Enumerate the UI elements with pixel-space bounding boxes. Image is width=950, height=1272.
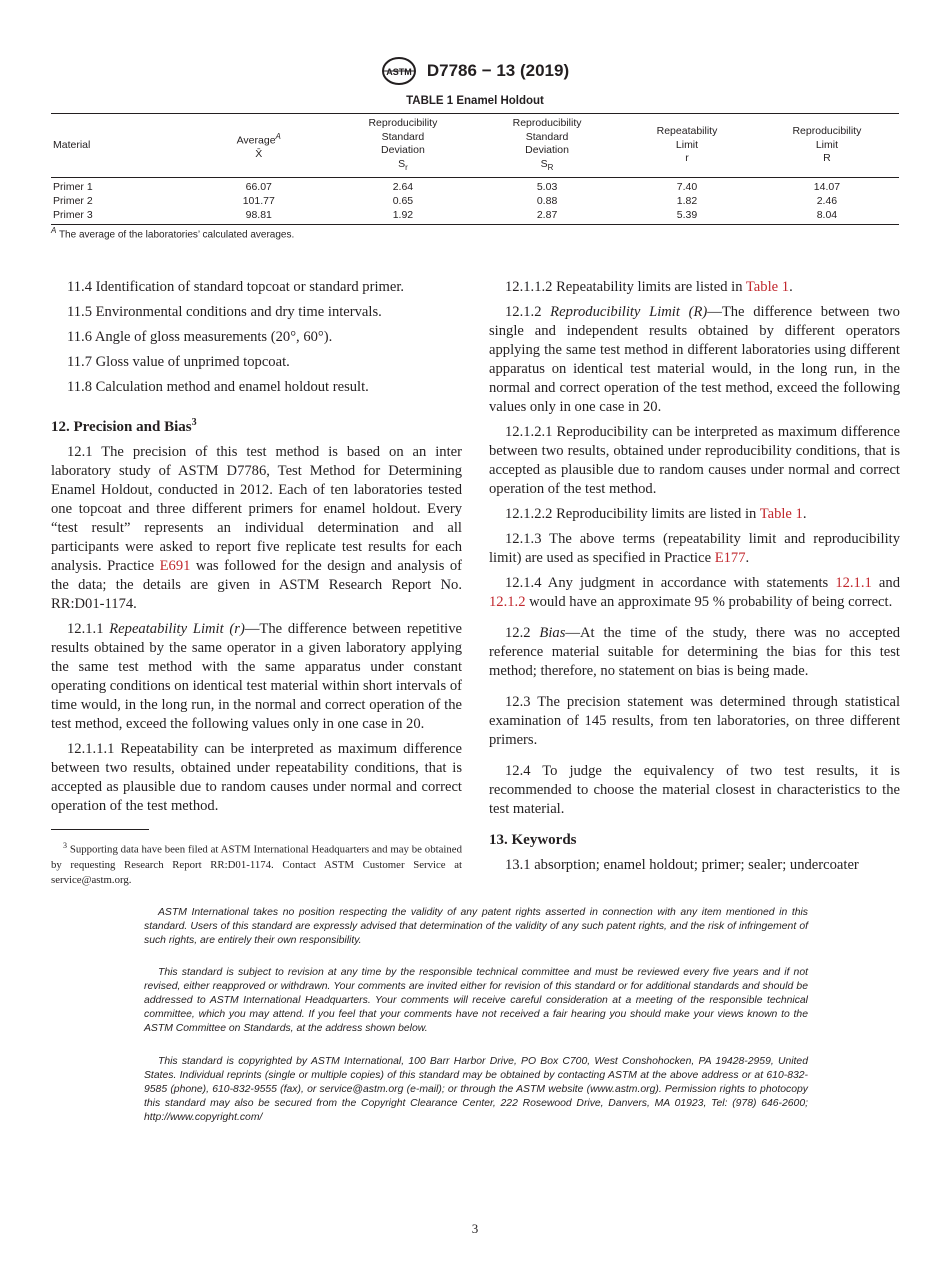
para-11-6: 11.6 Angle of gloss measurements (20°, 60°).	[67, 329, 333, 345]
section-heading-keywords: 13. Keywords	[489, 832, 577, 848]
right-column	[489, 278, 900, 881]
para-12-3: 12.3 The precision statement was determined through statistical examination of 145 results, from ten laboratories, on three different primers.	[489, 694, 900, 748]
footnote-3: $^3$ Supporting data have been filed at ASTM International Headquarters and may be obtained by requesting Research Report RR:D01-1174. Contact ASTM Customer Service at service@astm.org.	[51, 841, 462, 886]
table-cell: 0.65	[392, 195, 414, 208]
table-cell: Primer 3	[53, 209, 93, 222]
para-12-1-2: 12.1.2 Reproducibility Limit (R)—The difference between two single and independent results obtained by different operators applying the same test method in different laboratories using different apparatus on identical test material would, in the long run, in the normal and correct operation of the test method, exceed the following values only in one case in 20.	[489, 304, 900, 415]
para-12-1-2-1: 12.1.2.1 Reproducibility can be interpreted as maximum difference between two results, obtained under reproducibility conditions, that is accepted as plausible due to random causes under normal and correct operation of the test method.	[489, 424, 900, 497]
link-12-1-1[interactable]: 12.1.1	[835, 575, 872, 591]
col-material: Material	[53, 138, 91, 151]
link-table-1[interactable]: Table 1	[745, 279, 790, 295]
table-row	[51, 194, 899, 208]
table-cell: 5.03	[536, 181, 558, 194]
patent-notice: ASTM International takes no position respecting the validity of any patent rights asserted in connection with any item mentioned in this standard. Users of this standard are expressly advised that determination of the validity of any such patent rights, and the risk of infringement of such rights, are entirely their own responsibility.	[144, 907, 808, 946]
col-repeat-limit: Repeatability Limit r	[656, 125, 718, 165]
table-title: TABLE 1 Enamel Holdout	[406, 95, 544, 107]
para-12-4: 12.4 To judge the equivalency of two test results, it is recommended to choose the material closest in characteristics to the test material.	[489, 763, 900, 817]
enamel-holdout-table	[51, 113, 899, 225]
table-cell: Primer 2	[53, 195, 93, 208]
table-cell: 2.46	[816, 195, 838, 208]
col-average: Average$^A$ X̄	[236, 131, 281, 160]
table-row	[51, 208, 899, 225]
link-table-1[interactable]: Table 1	[759, 506, 803, 522]
astm-logo-text: ASTM	[386, 67, 412, 77]
para-12-2: 12.2 Bias—At the time of the study, there was no accepted reference material suitable for determining the bias for this test method; therefore, no statement on bias is being made.	[489, 625, 901, 679]
link-e177[interactable]: E177	[714, 550, 746, 566]
left-column	[51, 278, 462, 822]
para-12-1-1: 12.1.1 Repeatability Limit (r)—The difference between repetitive results obtained by the same operator in a given laboratory applying the same test method with the same apparatus under constant operating conditions on identical test material within short intervals of time would, in the long run, in the normal and correct operation of the test method, exceed the following values only in one case in 20.	[51, 621, 462, 732]
astm-logo-icon	[381, 56, 417, 86]
footnote-rule	[51, 829, 149, 830]
table-cell: 1.92	[392, 209, 414, 222]
table-header-row	[51, 114, 899, 178]
para-11-8: 11.8 Calculation method and enamel holdout result.	[67, 379, 369, 395]
table-cell: 98.81	[245, 209, 272, 222]
table-cell: 7.40	[676, 181, 698, 194]
para-12-1-1-1: 12.1.1.1 Repeatability can be interpreted as maximum difference between two results, obtained under repeatability conditions, that is accepted as plausible due to random causes under normal and correct operation of the test method.	[51, 741, 462, 814]
para-12-1: 12.1 The precision of this test method is based on an inter laboratory study of ASTM D7786, Test Method for Determining Enamel Holdout, conducted in 2012. Each of ten laboratories tested one topcoat and three different primers for enamel holdout. Every “test result” represents an individual determination and all participants were asked to report five replicate test results for each analysis. Practice E691 was followed for the design and analysis of the data; the details are given in ASTM Research Report No. RR:D01-1174.	[51, 444, 463, 612]
table-cell: 2.87	[536, 209, 558, 222]
page-number: 3	[471, 1221, 479, 1236]
para-12-1-3: 12.1.3 The above terms (repeatability limit and reproducibility limit) are used as specified in Practice E177.	[489, 531, 900, 566]
para-12-1-1-2: 12.1.1.2 Repeatability limits are listed in Table 1.	[505, 279, 793, 295]
table-cell: 5.39	[676, 209, 698, 222]
para-12-1-4: 12.1.4 Any judgment in accordance with statements 12.1.1 and 12.1.2 would have an approximate 95 % probability of being correct.	[489, 575, 900, 610]
para-12-1-2-2: 12.1.2.2 Reproducibility limits are listed in Table 1.	[505, 506, 807, 522]
col-repro-sd: Reproducibility Standard Deviation $S_R$	[512, 117, 582, 172]
revision-notice: This standard is subject to revision at any time by the responsible technical committee and must be reviewed every five years and if not revised, either reapproved or withdrawn. Your comments are invited either for revision of this standard or for additional standards and should be addressed to ASTM International Headquarters. Your comments will receive careful consideration at a meeting of the responsible technical committee, which you may attend. If you feel that your comments have not received a fair hearing you should make your views known to the ASTM Committee on Standards, at the address shown below.	[144, 967, 808, 1034]
table-cell: 2.64	[392, 181, 414, 194]
link-e691[interactable]: E691	[159, 558, 191, 574]
table-cell: 1.82	[676, 195, 698, 208]
para-11-4: 11.4 Identification of standard topcoat or standard primer.	[67, 279, 405, 295]
col-repeat-sd: Reproducibility Standard Deviation $S_r$	[368, 117, 438, 172]
table-cell: 101.77	[242, 195, 275, 208]
para-11-5: 11.5 Environmental conditions and dry time intervals.	[67, 304, 382, 320]
para-11-7: 11.7 Gloss value of unprimed topcoat.	[67, 354, 290, 370]
table-cell: Primer 1	[53, 181, 93, 194]
table-cell: 8.04	[816, 209, 838, 222]
table-cell: 66.07	[245, 181, 272, 194]
table-cell: 14.07	[813, 181, 841, 194]
link-12-1-2[interactable]: 12.1.2	[489, 594, 526, 610]
section-heading-precision-bias: 12. Precision and Bias$^3$	[51, 417, 197, 435]
standard-designation: D7786 − 13 (2019)	[426, 61, 570, 80]
table-footnote: $^A$ The average of the laboratories’ calculated averages.	[51, 226, 295, 241]
copyright-notice: This standard is copyrighted by ASTM International, 100 Barr Harbor Drive, PO Box C700, West Conshohocken, PA 19428-2959, United States. Individual reprints (single or multiple copies) of this standard may be obtained by contacting ASTM at the above address or at 610-832-9585 (phone), 610-832-9555 (fax), or service@astm.org (e-mail); or through the ASTM website (www.astm.org). Permission rights to photocopy this standard may also be secured from the Copyright Clearance Center, 222 Rosewood Drive, Danvers, MA 01923, Tel: (978) 646-2600; http://www.copyright.com/	[144, 1056, 808, 1123]
page-header	[0, 56, 950, 86]
table-row	[51, 178, 899, 195]
table-cell: 0.88	[536, 195, 558, 208]
col-repro-limit: Reproducibility Limit R	[792, 125, 862, 165]
para-13-1: 13.1 absorption; enamel holdout; primer; sealer; undercoater	[505, 857, 859, 873]
